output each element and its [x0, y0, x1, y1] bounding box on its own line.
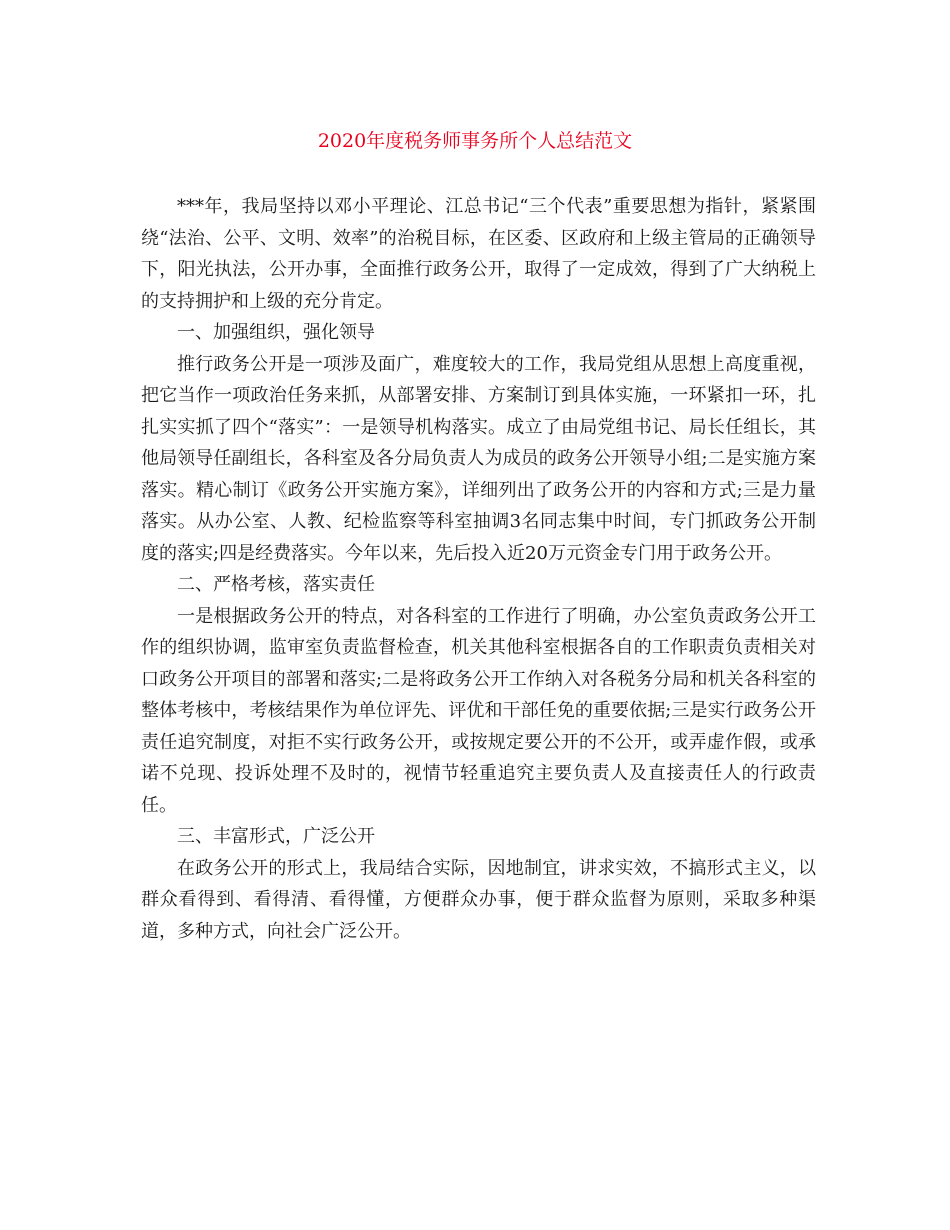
section-heading-1: 一、加强组织，强化领导	[177, 322, 375, 343]
document-title: 2020年度税务师事务所个人总结范文	[317, 130, 633, 152]
section-heading-3: 三、丰富形式，广泛公开	[177, 826, 375, 847]
paragraph-section-1: 推行政务公开是一项涉及面广，难度较大的工作，我局党组从思想上高度重视，把它当作一项政治任务来抓，从部署安排、方案制订到具体实施，一环紧扣一环，扎扎实实抓了四个“落实”：一是领导机构落实。成立了由局党组书记、局长任组长，其他局领导任副组长，各科室及各分局负责人为成员的政务公开领导小组;二是实施方案落实。精心制订《政务公开实施方案》，详细列出了政务公开的内容和方式;三是力量落实。从办公室、人教、纪检监察等科室抽调3名同志集中时间，专门抓政务公开制度的落实;四是经费落实。今年以来，先后投入近20万元资金专门用于政务公开。	[141, 353, 816, 564]
paragraph-intro: ***年，我局坚持以邓小平理论、江总书记“三个代表”重要思想为指针，紧紧围绕“法治、公平、文明、效率”的治税目标，在区委、区政府和上级主管局的正确领导下，阳光执法，公开办事，全面推行政务公开，取得了一定成效，得到了广大纳税上的支持拥护和上级的充分肯定。	[141, 196, 816, 312]
document-body	[141, 191, 816, 947]
paragraph-section-3: 在政务公开的形式上，我局结合实际，因地制宜，讲求实效，不搞形式主义，以群众看得到、看得清、看得懂，方便群众办事，便于群众监督为原则，采取多种渠道，多种方式，向社会广泛公开。	[141, 857, 816, 942]
section-heading-2: 二、严格考核，落实责任	[177, 574, 375, 595]
paragraph-section-2: 一是根据政务公开的特点，对各科室的工作进行了明确，办公室负责政务公开工作的组织协调，监审室负责监督检查，机关其他科室根据各自的工作职责负责相关对口政务公开项目的部署和落实;二是将政务公开工作纳入对各税务分局和机关各科室的整体考核中，考核结果作为单位评先、评优和干部任免的重要依据;三是实行政务公开责任追究制度，对拒不实行政务公开，或按规定要公开的不公开，或弄虚作假，或承诺不兑现、投诉处理不及时的，视情节轻重追究主要负责人及直接责任人的行政责任。	[141, 605, 816, 816]
